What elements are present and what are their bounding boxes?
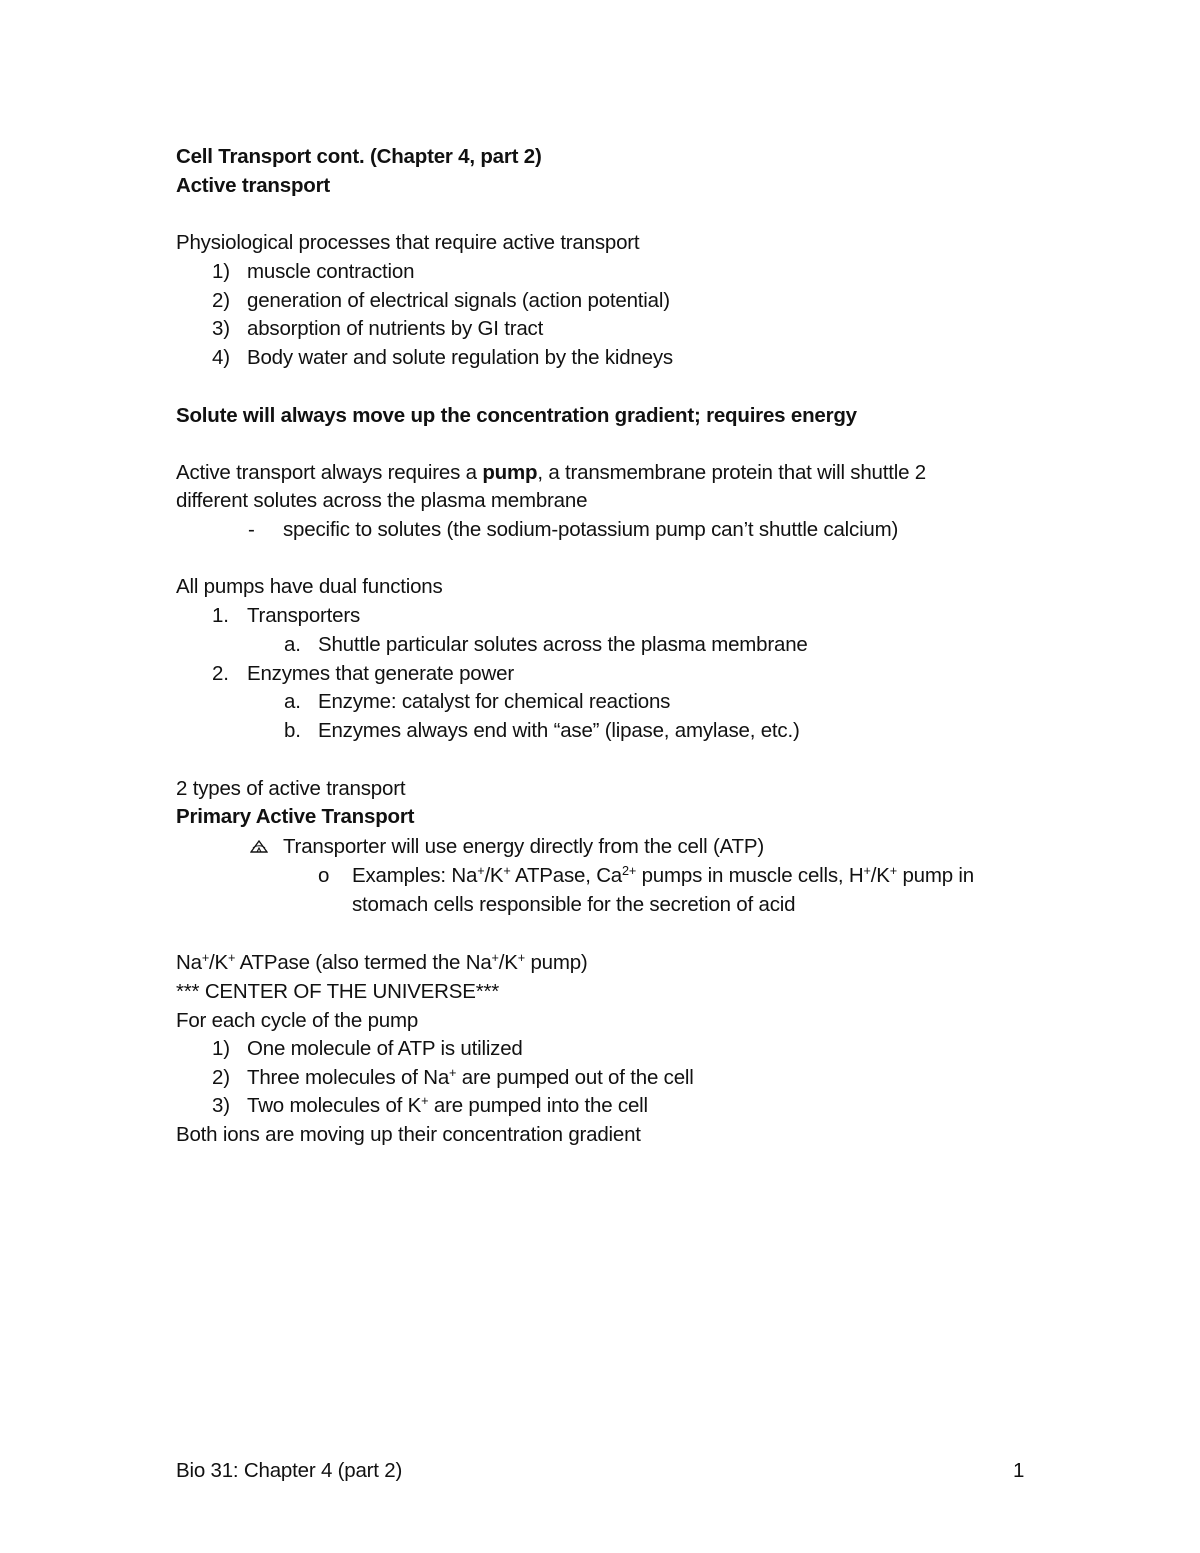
primary-heading: Primary Active Transport — [176, 805, 415, 828]
dash-marker: - — [248, 518, 255, 541]
document-title: Cell Transport cont. (Chapter 4, part 2) — [176, 145, 542, 168]
types-heading: 2 types of active transport — [176, 777, 406, 800]
sub-bullet-marker: o — [318, 864, 330, 887]
document-subtitle: Active transport — [176, 174, 331, 197]
item-text: are pumped into the cell — [428, 1094, 648, 1117]
examples-text: Examples: Na — [352, 864, 478, 887]
examples-text: pump in — [896, 864, 974, 887]
tent-icon — [250, 837, 268, 855]
solute-statement: Solute will always move up the concentration gradient; requires energy — [176, 404, 857, 427]
list-marker: 1. — [212, 604, 229, 627]
heading-text: Na — [176, 951, 202, 974]
examples-line1 — [352, 862, 974, 890]
cycle-heading: For each cycle of the pump — [176, 1009, 419, 1032]
atpase-heading — [176, 949, 588, 977]
physio-heading: Physiological processes that require active transport — [176, 231, 640, 254]
list-marker: 2) — [212, 1066, 230, 1089]
list-item: One molecule of ATP is utilized — [247, 1037, 523, 1060]
list-marker: b. — [284, 719, 301, 742]
superscript: + — [889, 863, 897, 879]
list-marker: 3) — [212, 317, 230, 340]
conclusion: Both ions are moving up their concentration gradient — [176, 1123, 641, 1146]
list-marker: 2) — [212, 289, 230, 312]
list-item — [247, 1064, 694, 1092]
list-item: muscle contraction — [247, 260, 415, 283]
pump-intro-line1 — [176, 459, 926, 487]
examples-text: /K — [870, 864, 890, 887]
list-item: Enzymes that generate power — [247, 662, 514, 685]
superscript: + — [201, 950, 210, 966]
item-text: Three molecules of Na — [247, 1066, 450, 1089]
page-number: 1 — [1013, 1459, 1025, 1482]
examples-text: ATPase, Ca — [510, 864, 623, 887]
list-marker: a. — [284, 633, 301, 656]
heading-text: ATPase (also termed the Na — [235, 951, 492, 974]
superscript: + — [863, 863, 871, 879]
examples-text: pumps in muscle cells, H — [636, 864, 864, 887]
list-marker: 3) — [212, 1094, 230, 1117]
superscript: + — [477, 863, 485, 879]
list-item: Shuttle particular solutes across the plasma membrane — [318, 633, 808, 656]
list-item: Enzyme: catalyst for chemical reactions — [318, 690, 671, 713]
examples-line2: stomach cells responsible for the secretion of acid — [352, 893, 796, 916]
examples-text: /K — [484, 864, 504, 887]
list-item: absorption of nutrients by GI tract — [247, 317, 544, 340]
center-of-universe: *** CENTER OF THE UNIVERSE*** — [176, 980, 500, 1003]
superscript: 2+ — [622, 863, 637, 879]
list-marker: 1) — [212, 1037, 230, 1060]
list-item: Body water and solute regulation by the kidneys — [247, 346, 673, 369]
dual-heading: All pumps have dual functions — [176, 575, 443, 598]
list-marker: 2. — [212, 662, 229, 685]
superscript: + — [517, 950, 525, 966]
pump-intro-line2: different solutes across the plasma membrane — [176, 489, 588, 512]
heading-text: /K — [209, 951, 229, 974]
item-text: are pumped out of the cell — [456, 1066, 694, 1089]
pump-keyword: pump — [482, 461, 538, 484]
superscript: + — [449, 1065, 457, 1081]
footer-left: Bio 31: Chapter 4 (part 2) — [176, 1459, 403, 1482]
dash-item: specific to solutes (the sodium-potassium pump can’t shuttle calcium) — [283, 518, 899, 541]
item-text: Two molecules of K — [247, 1094, 422, 1117]
heading-text: pump) — [524, 951, 588, 974]
heading-text: /K — [498, 951, 518, 974]
list-marker: a. — [284, 690, 301, 713]
list-item: Enzymes always end with “ase” (lipase, amylase, etc.) — [318, 719, 800, 742]
list-item: Transporters — [247, 604, 361, 627]
list-marker: 1) — [212, 260, 230, 283]
pump-intro-text: , a transmembrane protein that will shuttle 2 — [537, 461, 926, 484]
superscript: + — [491, 950, 499, 966]
list-item: generation of electrical signals (action potential) — [247, 289, 670, 312]
primary-bullet-text: Transporter will use energy directly from the cell (ATP) — [283, 835, 764, 858]
superscript: + — [228, 950, 236, 966]
superscript: + — [503, 863, 511, 879]
superscript: + — [421, 1093, 429, 1109]
list-marker: 4) — [212, 346, 230, 369]
pump-intro-text: Active transport always requires a — [176, 461, 483, 484]
list-item — [247, 1092, 648, 1120]
